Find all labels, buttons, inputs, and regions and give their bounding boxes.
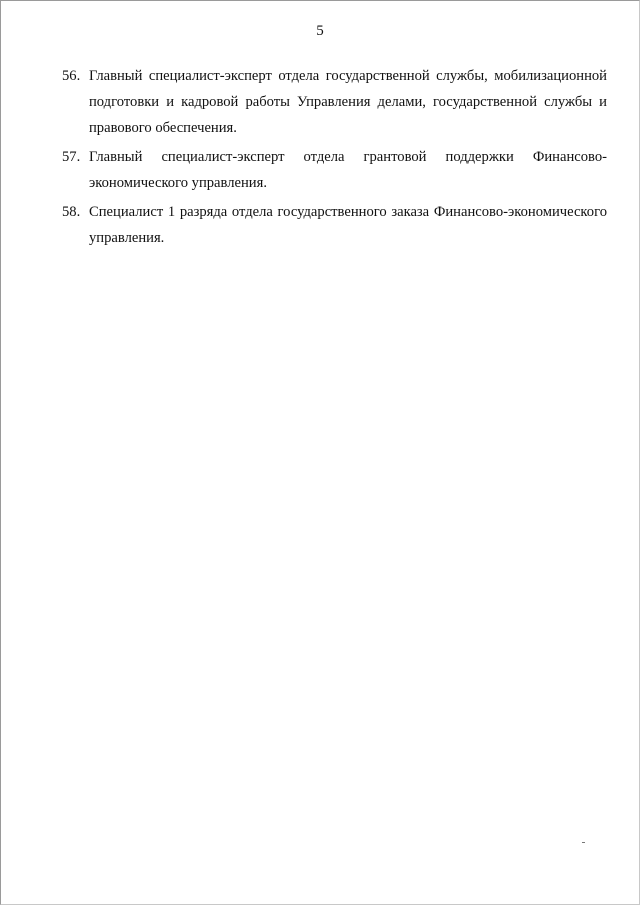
item-text: Специалист 1 разряда отдела государственного заказа Финансово-экономического управления. <box>89 204 607 246</box>
list-item <box>62 199 607 251</box>
item-number: 57. <box>62 149 81 165</box>
scan-speck <box>582 842 585 843</box>
position-list <box>62 63 607 254</box>
list-item <box>62 144 607 196</box>
list-item <box>62 63 607 141</box>
item-number: 56. <box>62 68 81 84</box>
item-text: Главный специалист-эксперт отдела государственной службы, мобилизационной подготовки и кадровой работы Управления делами, государственной службы и правового обеспечения. <box>89 68 607 136</box>
item-number: 58. <box>62 204 81 220</box>
page-number: 5 <box>316 23 324 39</box>
item-text: Главный специалист-эксперт отдела грантовой поддержки Финансово-экономического управления. <box>89 149 607 191</box>
